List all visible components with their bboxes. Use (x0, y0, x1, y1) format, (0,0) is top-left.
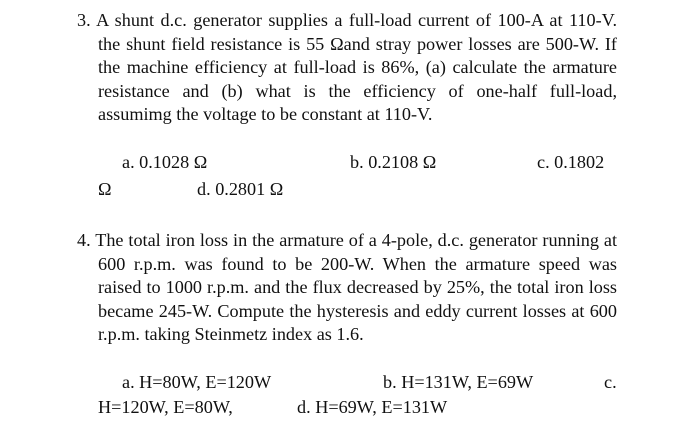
question-4-number: 4. (77, 230, 91, 250)
question-4-text: The total iron loss in the armature of a 4-pole, d.c. generator running at 600 r.p.m. was found to be 200-W. When the armature speed was raised to 1000 r.p.m. and the flux decreased by 25%, the total iron loss became 245-W. Compute the hysteresis and eddy current losses at 600 r.p.m. taking Steinmetz index as 1.6. (95, 230, 617, 345)
question-3-number: 3. (77, 10, 91, 30)
question-3-option-c: c. 0.1802 (537, 152, 605, 172)
question-4-option-c-value: H=120W, E=80W, (98, 397, 233, 417)
question-4 (77, 229, 617, 347)
question-4-option-d: d. H=69W, E=131W (297, 397, 448, 417)
question-3-option-c-unit: Ω (98, 179, 112, 199)
question-4-stem (77, 229, 617, 347)
question-4-option-a: a. H=80W, E=120W (122, 372, 272, 392)
question-3-option-a: a. 0.1028 Ω (122, 152, 208, 172)
question-3-option-d: d. 0.2801 Ω (197, 179, 284, 199)
question-3-option-b: b. 0.2108 Ω (350, 152, 437, 172)
question-4-option-b: b. H=131W, E=69W (383, 372, 534, 392)
question-4-option-c: c. (604, 372, 617, 392)
question-3 (77, 9, 617, 127)
question-3-stem (77, 9, 617, 127)
question-3-text: A shunt d.c. generator supplies a full-load current of 100-A at 110-V. the shunt field resistance is 55 Ωand stray power losses are 500-W. If the machine efficiency at full-load is 86%, (a) calculate the armature resistance and (b) what is the efficiency of one-half full-load, assumimg the voltage to be constant at 110-V. (96, 10, 617, 125)
